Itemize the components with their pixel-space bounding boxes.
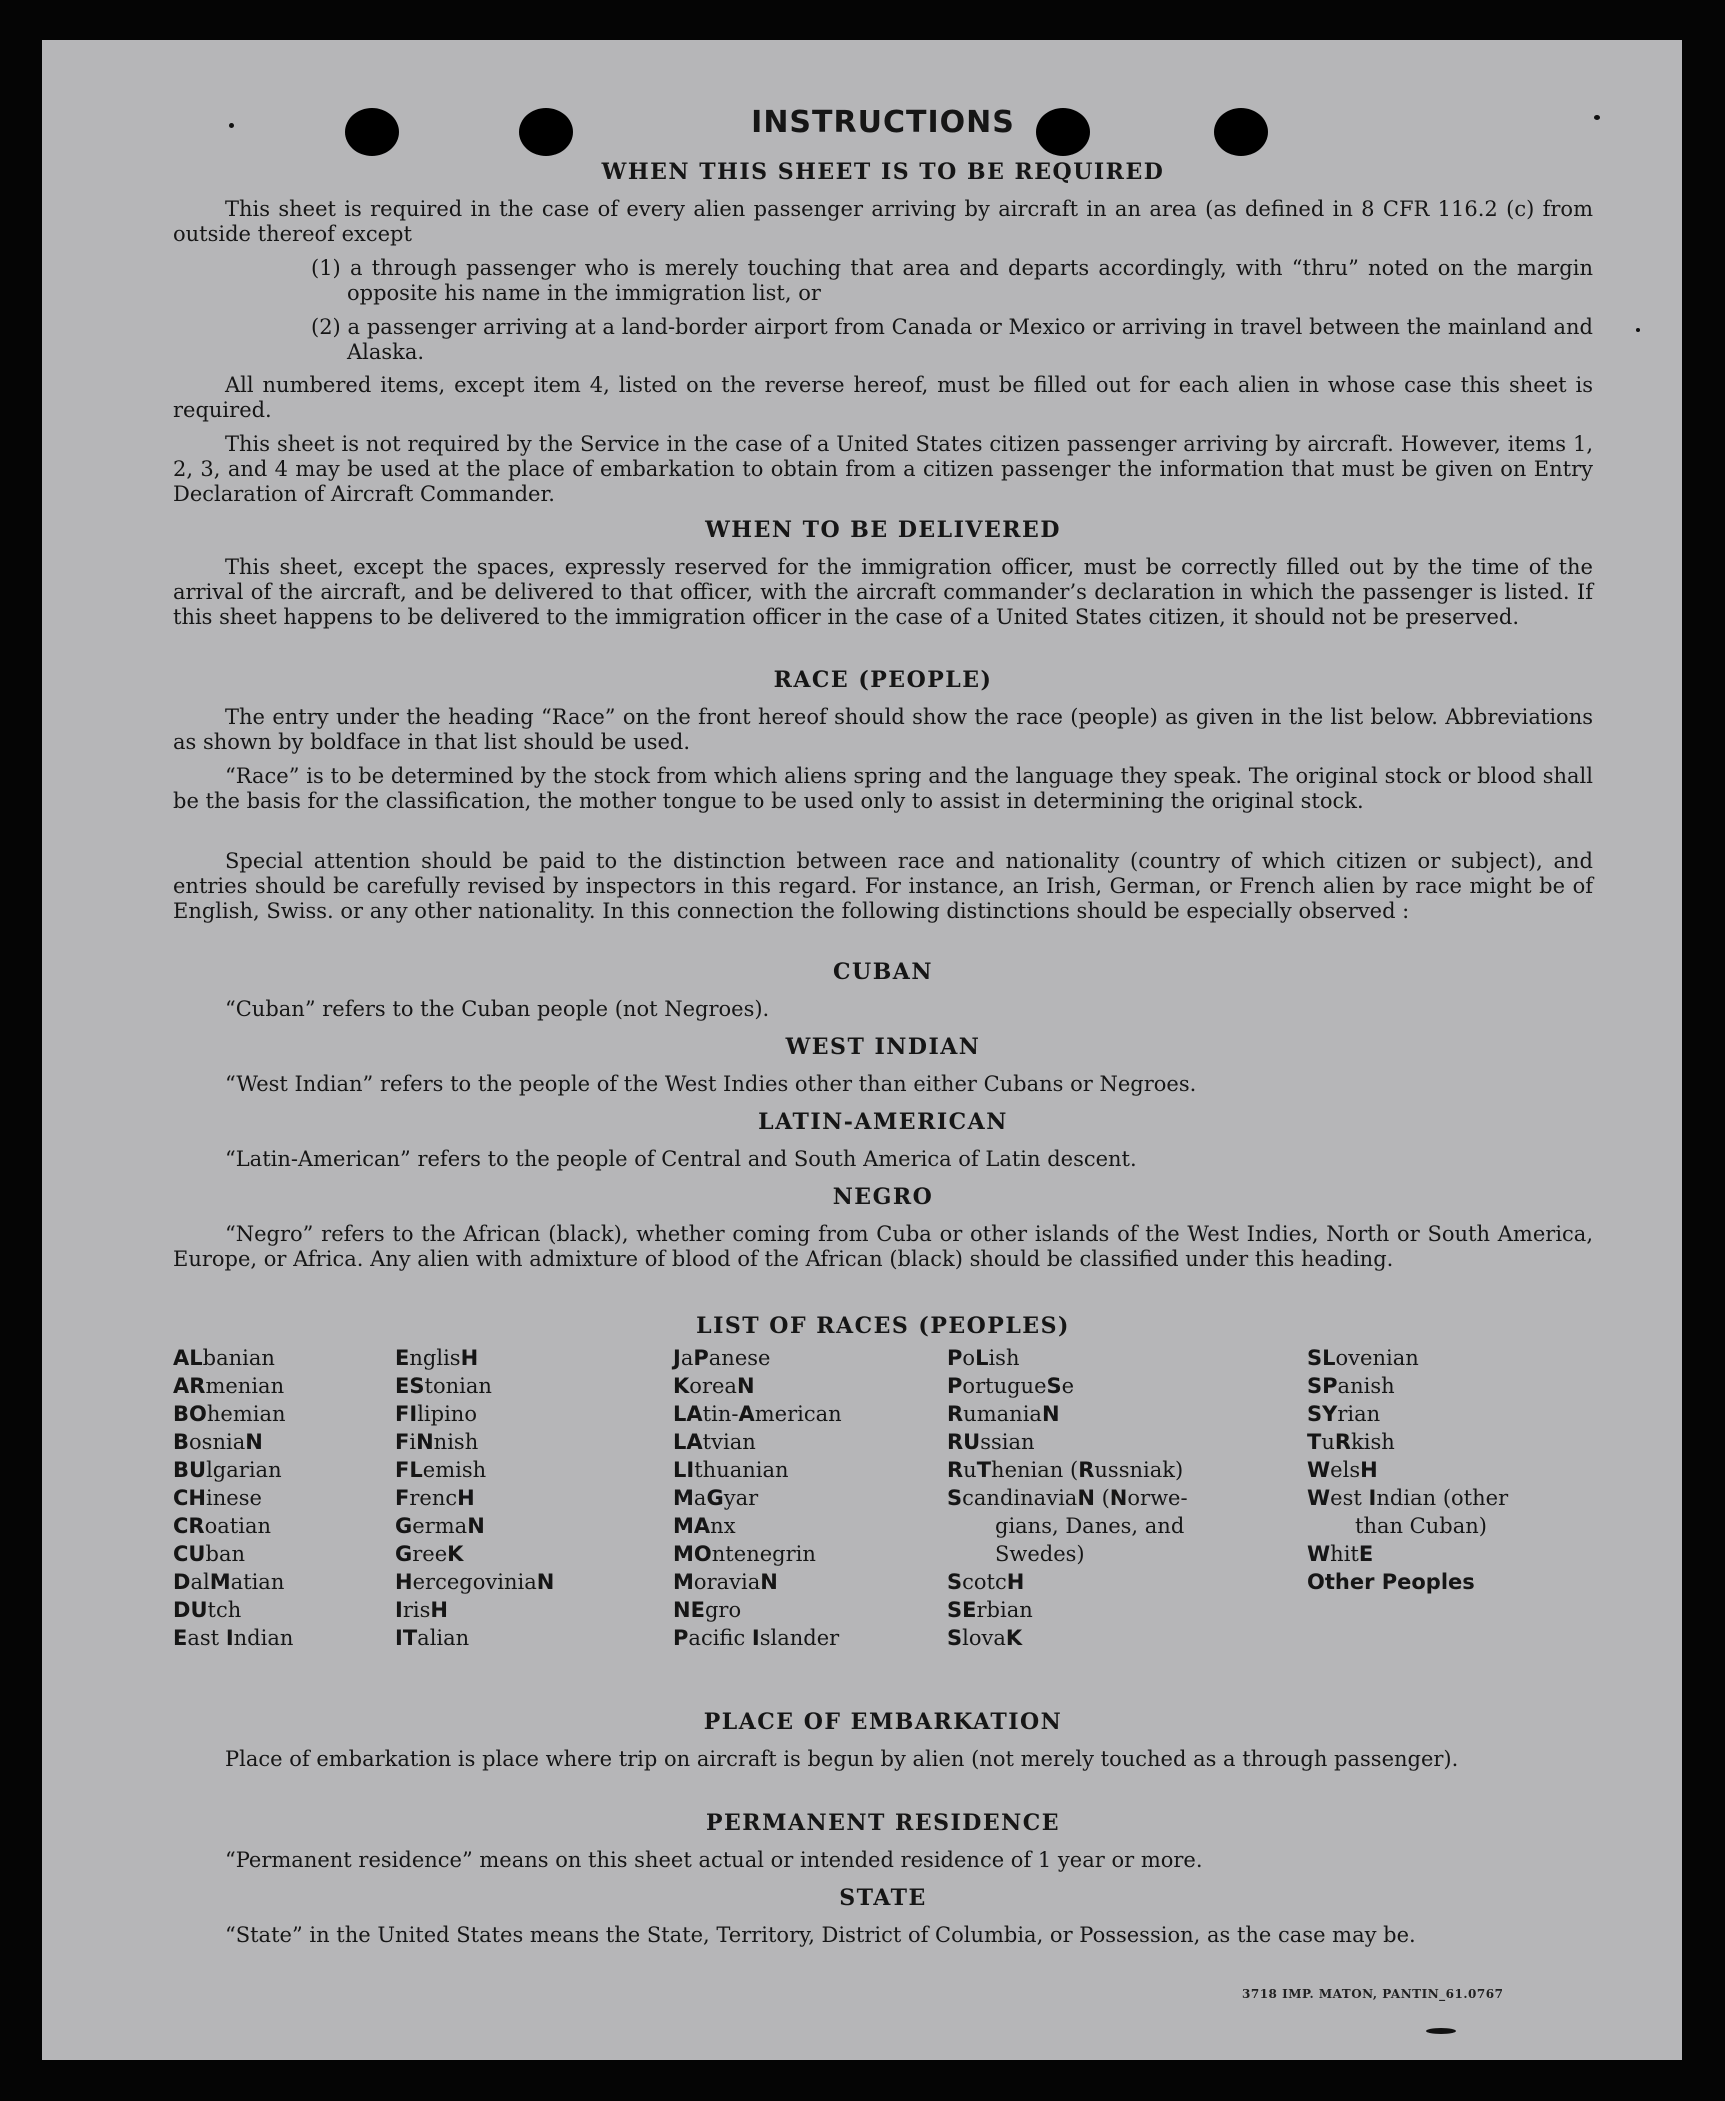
race-entry: BOhemian xyxy=(173,1402,286,1426)
race-entry: GermaN xyxy=(395,1514,485,1538)
race-entry: EnglisH xyxy=(395,1346,479,1370)
race-entry: TuRkish xyxy=(1307,1430,1395,1454)
section-heading-embarkation: PLACE OF EMBARKATION xyxy=(703,1709,1063,1735)
section-heading-negro: NEGRO xyxy=(832,1184,934,1210)
race-entry: DalMatian xyxy=(173,1570,285,1594)
race-entry: CUban xyxy=(173,1542,245,1566)
section-heading-west-indian: WEST INDIAN xyxy=(785,1034,981,1060)
race-entry: SPanish xyxy=(1307,1374,1395,1398)
section-heading-latin-american: LATIN-AMERICAN xyxy=(758,1109,1008,1135)
race-entry: FiNnish xyxy=(395,1430,479,1454)
paragraph: “Cuban” refers to the Cuban people (not Negroes). xyxy=(225,997,770,1021)
race-entry: GreeK xyxy=(395,1542,464,1566)
race-entry: NEgro xyxy=(673,1598,742,1622)
race-entry: Other Peoples xyxy=(1307,1570,1475,1594)
race-entry: SlovaK xyxy=(947,1626,1023,1650)
document-sheet xyxy=(42,40,1682,2060)
race-entry: RumaniaN xyxy=(947,1402,1060,1426)
speck xyxy=(1426,2028,1456,2034)
race-entry: than Cuban) xyxy=(1355,1514,1487,1538)
paragraph: Place of embarkation is place where trip on aircraft is begun by alien (not merely touched as a through passenger). xyxy=(225,1747,1459,1771)
race-entry: LIthuanian xyxy=(673,1458,789,1482)
paragraph: This sheet is not required by the Service in the case of a United States citizen passenger arriving by aircraft. However, items 1, 2, 3, and 4 may be used at the place of embarkation to obtain from a citizen passenger the information that must be given on Entry Declaration of Aircraft Commander. xyxy=(173,432,1593,506)
race-entry: ScandinaviaN (Norwe- xyxy=(947,1486,1188,1510)
race-entry: BUlgarian xyxy=(173,1458,282,1482)
race-column xyxy=(173,1344,293,1652)
race-column xyxy=(395,1344,554,1652)
speck xyxy=(1594,115,1600,120)
paragraph: “State” in the United States means the State, Territory, District of Columbia, or Possession, as the case may be. xyxy=(225,1923,1416,1947)
race-entry: FIlipino xyxy=(395,1402,477,1426)
race-entry: BosniaN xyxy=(173,1430,263,1454)
paragraph: “West Indian” refers to the people of the West Indies other than either Cubans or Negroes. xyxy=(225,1072,1197,1096)
list-item: (2) a passenger arriving at a land-border airport from Canada or Mexico or arriving in travel between the mainland and Alaska. xyxy=(311,315,1593,364)
race-entry: MAnx xyxy=(673,1514,736,1538)
paragraph: “Permanent residence” means on this sheet actual or intended residence of 1 year or more. xyxy=(225,1848,1203,1872)
section-heading-cuban: CUBAN xyxy=(833,959,933,985)
race-entry: CHinese xyxy=(173,1486,262,1510)
race-entry: ALbanian xyxy=(173,1346,275,1370)
section-heading-state: STATE xyxy=(839,1885,927,1911)
race-entry: MaGyar xyxy=(673,1486,759,1510)
section-heading-list-of-races: LIST OF RACES (PEOPLES) xyxy=(696,1313,1070,1339)
list-item: (1) a through passenger who is merely touching that area and departs accordingly, with “thru” noted on the margin opposite his name in the immigration list, or xyxy=(311,256,1593,305)
race-entry: East Indian xyxy=(173,1626,294,1650)
paragraph: All numbered items, except item 4, listed on the reverse hereof, must be filled out for each alien in whose case this sheet is required. xyxy=(173,373,1593,422)
race-entry: WelsH xyxy=(1307,1458,1378,1482)
paragraph: This sheet is required in the case of every alien passenger arriving by aircraft in an area (as defined in 8 CFR 116.2 (c) from outside thereof except xyxy=(173,197,1593,246)
race-entry: FLemish xyxy=(395,1458,487,1482)
section-heading-race: RACE (PEOPLE) xyxy=(773,667,993,693)
race-entry: PoLish xyxy=(947,1346,1020,1370)
speck xyxy=(1636,328,1640,332)
race-entry: LAtvian xyxy=(673,1430,756,1454)
race-entry: RUssian xyxy=(947,1430,1035,1454)
race-entry: EStonian xyxy=(395,1374,492,1398)
race-entry: HercegoviniaN xyxy=(395,1570,555,1594)
race-column xyxy=(947,1344,1188,1652)
race-entry: MoraviaN xyxy=(673,1570,778,1594)
race-entry: West Indian (other xyxy=(1307,1486,1509,1510)
race-entry: gians, Danes, and xyxy=(995,1514,1185,1538)
section-heading-when-required: WHEN THIS SHEET IS TO BE REQUIRED xyxy=(601,159,1165,185)
race-entry: KoreaN xyxy=(673,1374,755,1398)
race-column xyxy=(1307,1344,1508,1596)
printer-imprint: 3718 IMP. MATON, PANTIN_61.0767 xyxy=(1242,1987,1504,2001)
race-entry: DUtch xyxy=(173,1598,242,1622)
race-entry: MOntenegrin xyxy=(673,1542,816,1566)
race-entry: SYrian xyxy=(1307,1402,1381,1426)
paragraph: Special attention should be paid to the distinction between race and nationality (country of which citizen or subject), and entries should be carefully revised by inspectors in this regard. For instance, an Irish, German, or French alien by race might be of English, Swiss. or any other nationality. In this connection the following distinctions should be especially observed : xyxy=(173,849,1593,923)
race-entry: PortugueSe xyxy=(947,1374,1075,1398)
race-entry: ScotcH xyxy=(947,1570,1025,1594)
race-entry: SErbian xyxy=(947,1598,1033,1622)
race-column xyxy=(673,1344,842,1652)
paragraph: This sheet, except the spaces, expressly reserved for the immigration officer, must be correctly filled out by the time of the arrival of the aircraft, and be delivered to that officer, with the aircraft commander’s declaration in which the passenger is listed. If this sheet happens to be delivered to the immigration officer in the case of a United States citizen, it should not be preserved. xyxy=(173,555,1593,629)
race-entry: Swedes) xyxy=(995,1542,1085,1566)
race-entry: RuThenian (Russniak) xyxy=(947,1458,1184,1482)
page-title: INSTRUCTIONS xyxy=(751,105,1015,140)
race-entry: SLovenian xyxy=(1307,1346,1419,1370)
race-entry: WhitE xyxy=(1307,1542,1374,1566)
race-entry: Pacifc Islander xyxy=(673,1626,840,1650)
race-entry: CRoatian xyxy=(173,1514,272,1538)
race-entry: JaPanese xyxy=(673,1346,771,1370)
paragraph: “Race” is to be determined by the stock from which aliens spring and the language they speak. The original stock or blood shall be the basis for the classification, the mother tongue to be used only to assist in determining the original stock. xyxy=(173,764,1593,813)
race-entry: ARmenian xyxy=(173,1374,285,1398)
section-heading-when-delivered: WHEN TO BE DELIVERED xyxy=(705,517,1061,543)
race-entry: IrisH xyxy=(395,1598,448,1622)
paragraph: “Latin-American” refers to the people of Central and South America of Latin descent. xyxy=(225,1147,1137,1171)
paragraph: The entry under the heading “Race” on the front hereof should show the race (people) as given in the list below. Abbreviations as shown by boldface in that list should be used. xyxy=(173,705,1593,754)
race-entry: ITalian xyxy=(395,1626,470,1650)
race-entry: LAtin-American xyxy=(673,1402,842,1426)
race-entry: FrencH xyxy=(395,1486,475,1510)
section-heading-permanent-residence: PERMANENT RESIDENCE xyxy=(706,1810,1060,1836)
paragraph: “Negro” refers to the African (black), whether coming from Cuba or other islands of the West Indies, North or South America, Europe, or Africa. Any alien with admixture of blood of the African (black) should be classified under this heading. xyxy=(173,1222,1593,1271)
